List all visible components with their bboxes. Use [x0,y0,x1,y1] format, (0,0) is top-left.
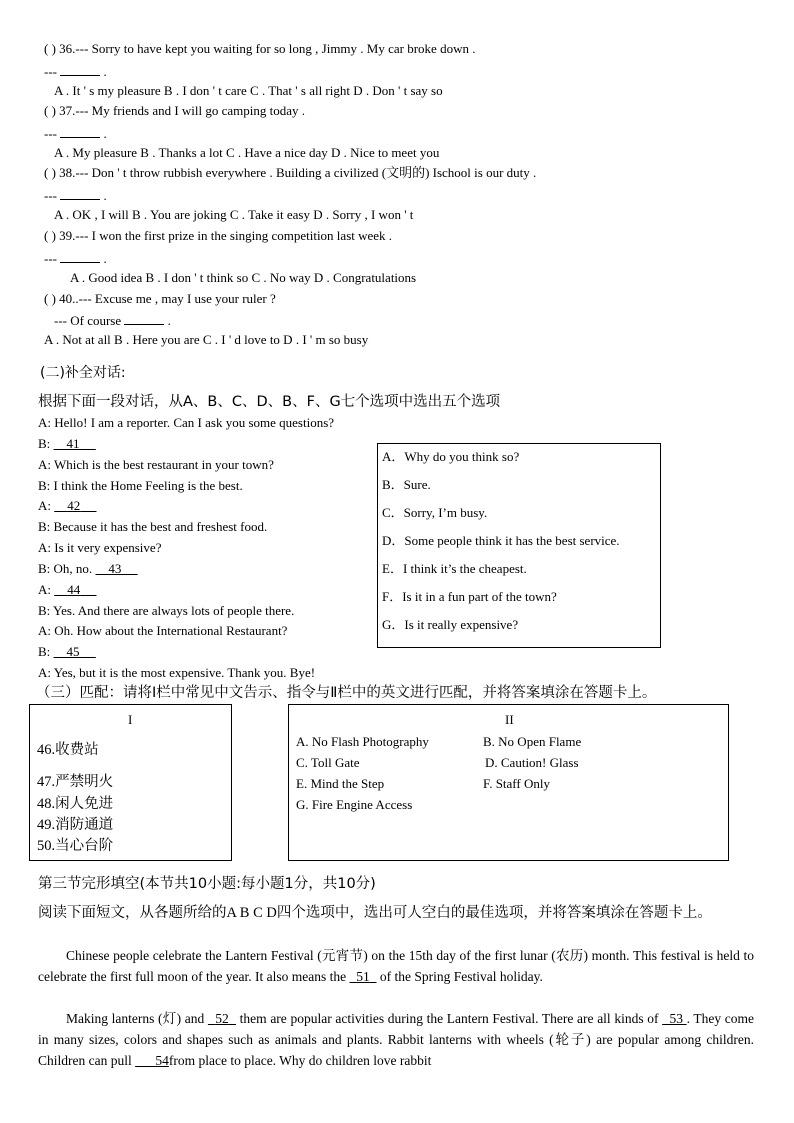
answer-bracket: ( ) [44,291,56,306]
reply-tail: . [167,313,171,328]
reply-tail: . [103,188,107,203]
reply-prefix: --- [44,126,57,141]
option-f: F．Is it in a fun part of the town? [382,589,557,604]
reply-tail: . [103,64,107,79]
dialog-line: A: Yes, but it is the most expensive. Thank you. Bye! [38,665,316,680]
option-c: C．Sorry, I’m busy. [382,505,488,520]
passage-text: of the Spring Festival holiday. [379,969,543,984]
matching-column-1 [29,704,232,861]
question-options: A . My pleasure B . Thanks a lot C . Have a nice day D . Nice to meet you [54,145,440,160]
reply-tail: . [103,126,107,141]
answer-blank [60,124,100,138]
blank-45: 45 [66,644,80,659]
answer-bracket: ( ) [44,41,56,56]
dialog-line: A: 44 [38,581,97,599]
passage-text: from place to place. Why do children love rabbit [168,1053,432,1068]
question-options: A . Not at all B . Here you are C . I ' d love to D . I ' m so busy [44,332,369,347]
answer-blank [60,249,100,263]
section-instruction: 阅读下面短文，从各题所给的A B C D四个选项中，选出可人空白的最佳选项，并将答案填涂在答题卡上。 [38,905,712,921]
sign-item: 47.严禁明火 [37,774,114,790]
options-box [377,443,661,648]
dialog-line: B: Because it has the best and freshest food. [38,519,268,534]
question-stem: 39.--- I won the first prize in the singing competition last week . [59,228,393,243]
option-a: A．Why do you think so? [382,449,520,464]
dialog-line: B: 45 [38,643,96,661]
english-item: C. Toll Gate [296,755,360,770]
answer-bracket: ( ) [44,228,56,243]
column-header: II [505,712,514,727]
option-e: E．I think it’s the cheapest. [382,561,527,576]
question-stem: 40..--- Excuse me , may I use your ruler ? [59,291,276,306]
dialog-line: B: 41 [38,435,96,453]
section-instruction: 根据下面一段对话，从A、B、C、D、B、F、G七个选项中选出五个选项 [38,394,501,410]
reply-prefix: --- [44,64,57,79]
sign-item: 49.消防通道 [37,817,114,833]
answer-blank [60,62,100,76]
answer-blank [60,186,100,200]
english-item: B. No Open Flame [483,734,582,749]
section-title: （三）匹配：请将Ⅰ栏中常见中文告示、指令与Ⅱ栏中的英文进行匹配，并将答案填涂在答题卡上。 [36,685,657,701]
option-g: G．Is it really expensive? [382,617,519,632]
blank-43: 43 [108,561,122,576]
reply-prefix: --- [44,251,57,266]
dialog-line: B: I think the Home Feeling is the best. [38,478,243,493]
english-item: F. Staff Only [483,776,550,791]
dialog-line: B: Yes. And there are always lots of people there. [38,603,295,618]
answer-bracket: ( ) [44,103,56,118]
passage-text: them are popular activities during the Lantern Festival. There are all kinds of [239,1011,659,1026]
question-options: A . Good idea B . I don ' t think so C . No way D . Congratulations [70,270,417,285]
english-item: E. Mind the Step [296,776,385,791]
english-item: G. Fire Engine Access [296,797,413,812]
dialog-line: A: 42 [38,497,97,515]
question-options: A . It ' s my pleasure B . I don ' t care C . That ' s all right D . Don ' t say so [54,83,443,98]
reply-tail: . [103,251,107,266]
passage-paragraph [38,1008,754,1071]
passage-text: . They come in many sizes, colors and shapes such as animals and plants. Rabbit lanterns with wheels (轮子) are popular among children. Children can pull [38,1011,755,1068]
option-d: D．Some people think it has the best service. [382,533,620,548]
dialog-line: A: Is it very expensive? [38,540,162,555]
sign-item: 46.收费站 [37,742,99,758]
section-title: (二)补全对话: [40,365,126,381]
reply-prefix: --- [44,188,57,203]
dialog-line: A: Which is the best restaurant in your town? [38,457,274,472]
sign-item: 50.当心台阶 [37,838,114,854]
reply-prefix: --- Of course [54,313,122,328]
dialog-line: A: Oh. How about the International Restaurant? [38,623,288,638]
question-stem: 36.--- Sorry to have kept you waiting for so long , Jimmy . My car broke down . [59,41,476,56]
blank-41: 41 [66,436,80,451]
blank-54: 54 [155,1053,169,1068]
blank-42: 42 [67,498,81,513]
question-options: A . OK , I will B . You are joking C . Take it easy D . Sorry , I won ' t [54,207,414,222]
answer-bracket: ( ) [44,165,56,180]
sign-item: 48.闲人免进 [37,796,114,812]
section-title: 第三节完形填空(本节共10小题:每小题1分，共10分) [38,876,376,892]
answer-blank [124,311,164,325]
question-stem: 37.--- My friends and I will go camping today . [59,103,306,118]
passage-text: Chinese people celebrate the Lantern Festival (元宵节) on the 15th day of the first lunar (农历) month. This festival is held to celebrate the first full moon of the year. It also means the [38,948,754,984]
column-header: I [128,712,133,727]
blank-51: 51 [356,969,370,984]
english-item: D. Caution! Glass [485,755,579,770]
passage-text: Making lanterns (灯) and [66,1011,205,1026]
question-stem: 38.--- Don ' t throw rubbish everywhere . Building a civilized (文明的) Ischool is our duty . [59,165,537,180]
blank-44: 44 [67,582,81,597]
blank-52: 52 [215,1011,229,1026]
blank-53: 53 [669,1011,683,1026]
option-b: B．Sure. [382,477,431,492]
english-item: A. No Flash Photography [296,734,429,749]
matching-column-2 [288,704,729,861]
dialog-line: A: Hello! I am a reporter. Can I ask you some questions? [38,415,335,430]
passage-paragraph [38,945,754,987]
dialog-line: B: Oh, no. 43 [38,560,138,578]
